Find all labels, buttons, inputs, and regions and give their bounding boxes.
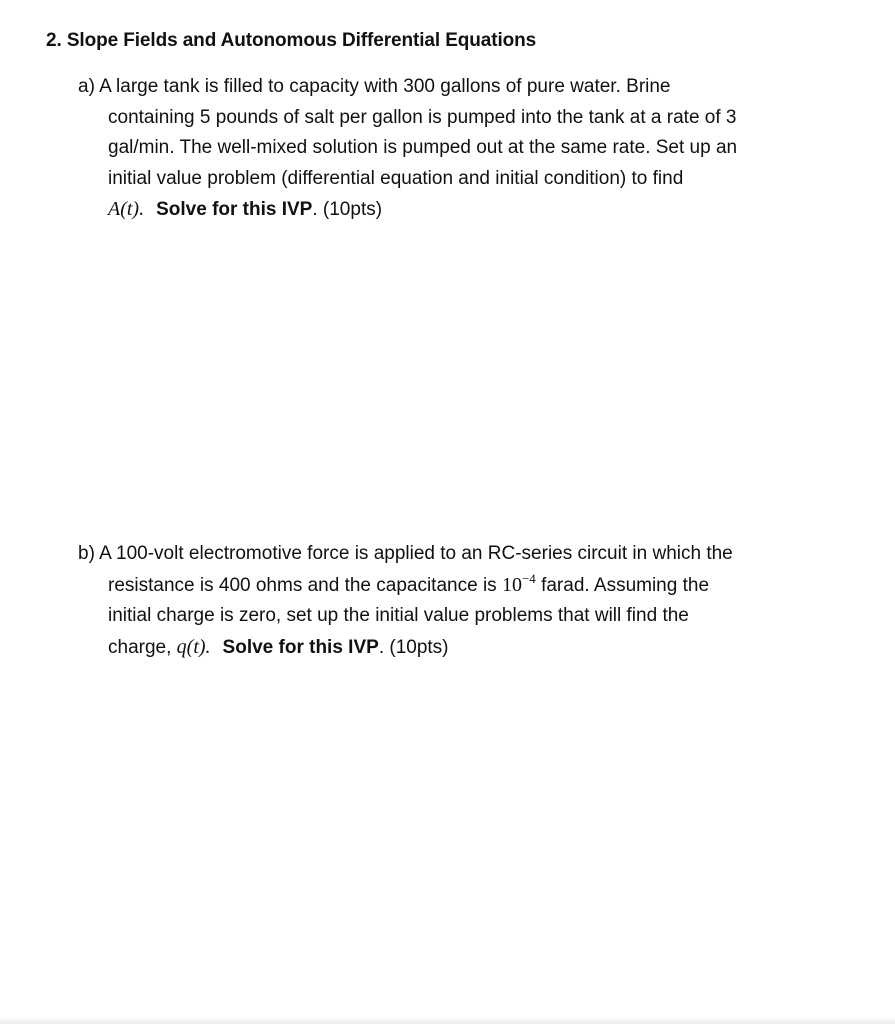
points-b: . (10pts) — [378, 636, 449, 658]
capacitance-text-before: resistance is 400 ohms and the capacitance is — [108, 574, 502, 596]
question-a-line-1: a) A large tank is filled to capacity with 300 gallons of pure water. Brine — [78, 76, 671, 97]
question-b-line-3: initial charge is zero, set up the initial value problems that will find the — [108, 605, 689, 626]
question-b-line-4 — [78, 632, 818, 664]
question-b-line-2 — [78, 570, 818, 602]
charge-label: charge, — [108, 636, 177, 658]
capacitance-text-after: farad. Assuming the — [535, 574, 710, 596]
function-q-of-t: q(t). — [176, 635, 211, 658]
solve-ivp-label-b: Solve for this IVP — [222, 636, 379, 658]
section-heading: 2. Slope Fields and Autonomous Differential Equations — [46, 30, 537, 51]
function-a-of-t: A(t). — [108, 198, 145, 220]
question-a-line-5 — [78, 194, 818, 226]
question-b-line-1: b) A 100-volt electromotive force is applied to an RC-series circuit in which the — [78, 543, 733, 564]
capacitance-base: 10 — [501, 573, 522, 596]
points-a: . (10pts) — [312, 199, 383, 220]
question-a — [78, 72, 818, 226]
solve-ivp-label-a: Solve for this IVP — [156, 199, 313, 220]
question-b — [78, 539, 818, 663]
capacitance-exponent: −4 — [521, 570, 536, 586]
question-a-line-3: gal/min. The well-mixed solution is pumped out at the same rate. Set up an — [108, 137, 738, 158]
page-bottom-edge — [0, 1016, 895, 1024]
question-a-line-4: initial value problem (differential equation and initial condition) to find — [108, 167, 684, 189]
question-a-line-2: containing 5 pounds of salt per gallon is pumped into the tank at a rate of 3 — [108, 106, 737, 128]
